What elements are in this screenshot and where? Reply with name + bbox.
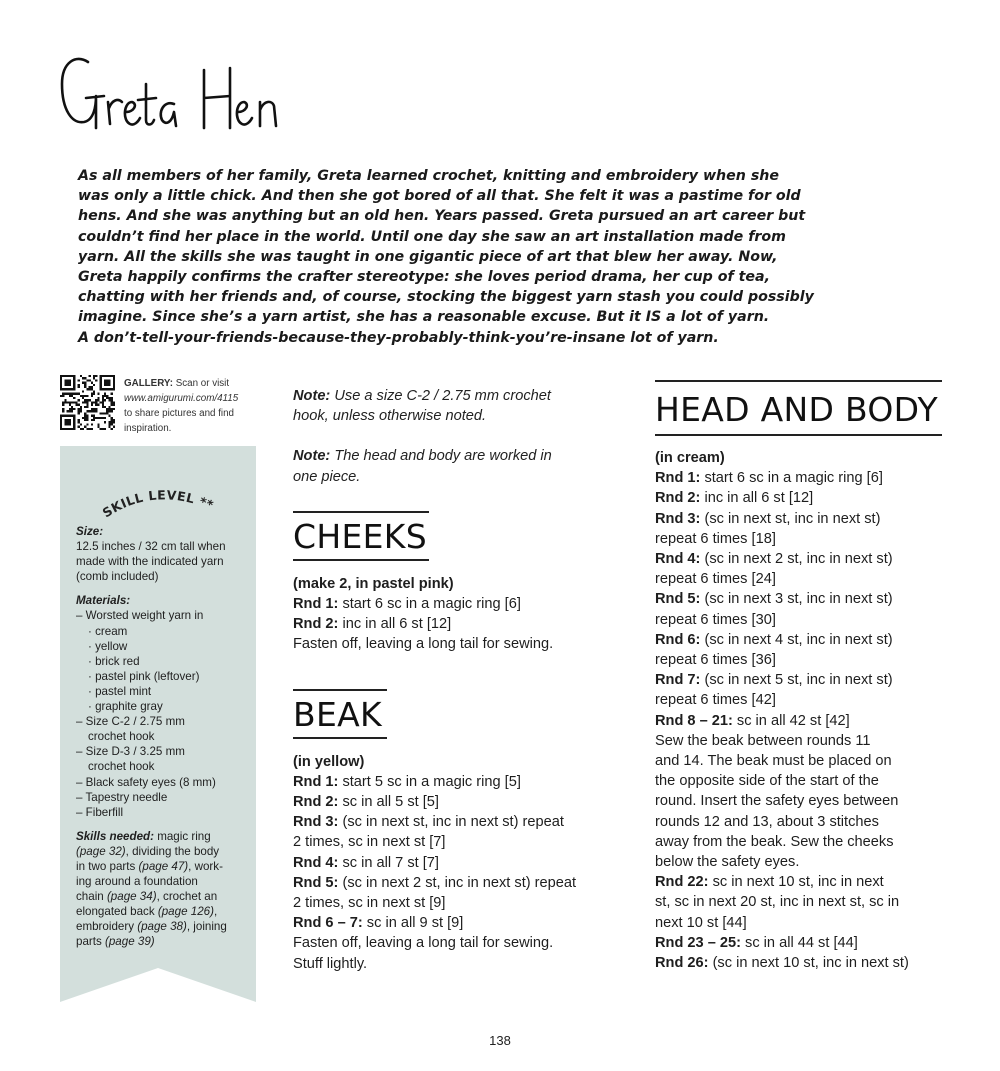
page-reference: (page 126) [157,905,214,919]
instruction-text: (sc in next 10 st, inc in next st) [708,955,909,972]
instruction-line [655,650,945,670]
instruction-text: start 6 sc in a magic ring [6] [338,596,521,613]
skills-line [76,859,256,874]
material-item: · graphite gray [88,700,163,714]
note-hook [293,386,628,426]
instruction-line [293,893,628,913]
skills-line [76,919,256,934]
skills-text: elongated back [76,905,158,919]
instruction-text: 2 times, sc in next st [9] [293,895,446,912]
round-label: Rnd 23 – 25: [655,934,741,951]
instruction-text: the opposite side of the start of the [655,773,879,790]
instruction-text: st, sc in next 20 st, inc in next st, sc in [655,894,900,911]
instruction-line [655,953,945,973]
instruction-text: 2 times, sc in next st [7] [293,834,446,851]
note-label: Note: [293,448,331,465]
instruction-line [655,448,945,468]
round-label: Rnd 3: [655,510,701,527]
skills-text: parts [76,935,105,949]
skills-text: chain [76,890,107,904]
skills-text: , work- [188,859,223,873]
instruction-text: inc in all 6 st [12] [338,616,452,633]
instruction-line [655,488,945,508]
size-line: made with the indicated yarn [76,555,224,569]
instruction-line [655,832,945,852]
material-item: crochet hook [88,730,155,744]
instruction-line [293,832,628,852]
head-body-heading: HEAD AND BODY [655,390,938,429]
note-line [293,406,628,426]
instruction-line [655,589,945,609]
instruction-text: sc in all 42 st [42] [732,712,850,729]
instruction-line [655,711,945,731]
material-item: – Tapestry needle [76,790,168,804]
instruction-text: repeat 6 times [18] [655,530,776,547]
instruction-text: sc in next 10 st, inc in next [708,874,884,891]
round-label: Rnd 5: [655,591,701,608]
title-handwriting [58,48,318,138]
instruction-text: and 14. The beak must be placed on [655,753,892,770]
round-label: Rnd 6: [655,631,701,648]
page-reference: (page 47) [138,859,189,873]
skills-line [76,889,256,904]
instruction-line [655,751,945,771]
note-text: Use a size C-2 / 2.75 mm crochet [330,388,551,404]
divider [655,380,942,382]
note-line [293,386,628,406]
instruction-line [293,614,628,634]
instruction-line [655,529,945,549]
instruction-text: repeat 6 times [30] [655,611,776,628]
instruction-line [293,873,628,893]
instruction-text: sc in all 7 st [7] [338,854,439,871]
round-label: Rnd 2: [655,490,701,507]
instruction-line [293,933,628,953]
size-line: (comb included) [76,570,159,584]
material-item: · pastel pink (leftover) [88,669,200,683]
skills-text: , crochet an [156,890,218,904]
instruction-text: repeat 6 times [42] [655,692,776,709]
round-label: Rnd 26: [655,955,709,972]
skills-text: , [213,905,218,919]
round-label: Rnd 2: [293,616,339,633]
page-title [58,48,318,138]
cheeks-instructions [293,574,628,655]
divider [293,511,429,513]
round-label: (make 2, in pastel pink) [293,575,454,592]
intro-line: was only a little chick. And then she got bored of all that. She felt it was a pastime for old [78,188,801,205]
intro-line: hens. And she was anything but an old hen. Years passed. Greta pursued an art career but [78,208,806,225]
instruction-line [293,812,628,832]
round-label: Rnd 4: [293,854,339,871]
instruction-line [293,574,628,594]
instruction-line [655,690,945,710]
instruction-text: (sc in next 3 st, inc in next st) [700,591,893,608]
note-text: The head and body are worked in [330,448,552,465]
gallery-text: inspiration. [124,423,172,434]
instruction-text: sc in all 5 st [5] [338,794,439,811]
instruction-line [655,610,945,630]
instruction-text: (sc in next st, inc in next st) repeat [338,814,564,831]
instruction-line [655,569,945,589]
instruction-line [293,792,628,812]
intro-line: Greta happily confirms the crafter stereotype: she loves period drama, her cup of tea, [78,269,770,286]
instruction-text: round. Insert the safety eyes between [655,793,899,810]
page-reference: (page 38) [137,920,187,934]
svg-text:SKILL LEVEL **: SKILL LEVEL ** [99,487,216,521]
column-cheeks-beak [293,386,628,974]
gallery-text: to share pictures and find [124,408,235,419]
instruction-line [655,468,945,488]
skills-text: ing around a foundation [76,875,198,889]
page-reference: (page 39) [105,935,155,949]
instruction-text: start 6 sc in a magic ring [6] [700,470,883,487]
skills-line [76,844,256,859]
round-label: Rnd 1: [293,596,339,613]
instruction-line [293,853,628,873]
page-reference: (page 34) [106,890,157,904]
materials-label: Materials: [76,594,131,608]
size-label: Size: [76,525,104,538]
skills-text: embroidery [76,920,138,934]
material-item: – Size C-2 / 2.75 mm [76,715,185,729]
instruction-text: Sew the beak between rounds 11 [655,732,871,749]
note-text: hook, unless otherwise noted. [293,408,487,425]
skills-line [76,874,256,889]
instruction-text: next 10 st [44] [655,914,747,931]
beak-heading: BEAK [293,694,382,734]
qr-code[interactable] [60,375,115,430]
instruction-line [293,954,628,974]
instruction-line [655,791,945,811]
instruction-text: (sc in next 4 st, inc in next st) [700,631,893,648]
instruction-line [655,670,945,690]
round-label: Rnd 2: [293,794,339,811]
instruction-text: Fasten off, leaving a long tail for sewing. [293,935,554,952]
skills-text: , dividing the body [125,844,220,858]
instruction-text: sc in all 9 st [9] [362,915,464,932]
note-label: Note: [293,388,331,404]
instruction-text: start 5 sc in a magic ring [5] [338,773,521,790]
round-label: Rnd 7: [655,672,701,689]
instruction-line [655,509,945,529]
instruction-line [655,913,945,933]
gallery-url-link[interactable]: www.amigurumi.com/4115 [124,393,239,404]
intro-line: A don’t-tell-your-friends-because-they-probably-think-you’re-insane lot of yarn. [78,329,719,346]
gallery-text: Scan or visit [172,378,230,389]
material-item: – Size D-3 / 3.25 mm [76,745,185,759]
instruction-line [655,892,945,912]
instruction-text: below the safety eyes. [655,854,800,871]
round-label: Rnd 4: [655,551,701,568]
round-label: Rnd 8 – 21: [655,712,733,729]
instruction-text: (sc in next 2 st, inc in next st) [700,551,893,568]
intro-paragraph [78,166,838,348]
instruction-text: (sc in next 2 st, inc in next st) repeat [338,874,577,891]
intro-line: As all members of her family, Greta learned crochet, knitting and embroidery when she [78,168,779,184]
instruction-line [655,549,945,569]
gallery-label: GALLERY: [124,378,173,389]
cheeks-heading: CHEEKS [293,516,427,556]
instruction-line [655,630,945,650]
round-label: (in cream) [655,450,725,466]
intro-line: imagine. Since she’s a yarn artist, she has a reasonable excuse. But it IS a lot of yarn. [78,309,770,326]
instruction-text: rounds 12 and 13, about 3 stitches [655,813,879,830]
instruction-text: Stuff lightly. [293,955,368,972]
intro-line: couldn’t find her place in the world. Until one day she saw an art installation made from [78,228,786,245]
instruction-line [293,913,628,933]
gallery-note [124,376,264,436]
instruction-line [655,933,945,953]
material-item: · brick red [88,654,140,668]
instruction-line [655,731,945,751]
skills-label: Skills needed: [76,829,154,843]
material-item: · pastel mint [88,684,152,698]
note-one-piece [293,446,628,486]
instruction-line [655,771,945,791]
size-line: 12.5 inches / 32 cm tall when [76,540,226,554]
instruction-text: (sc in next st, inc in next st) [700,510,881,527]
column-head-body [655,380,945,973]
skill-level-badge [96,466,236,526]
instruction-line [655,872,945,892]
note-text: one piece. [293,468,361,485]
instruction-text: Fasten off, leaving a long tail for sewing. [293,636,554,653]
round-label: Rnd 3: [293,814,339,831]
material-item: – Fiberfill [76,805,124,819]
instruction-line [655,852,945,872]
sidebar-materials [60,446,256,1002]
skills-line [76,829,256,844]
instruction-line [293,594,628,614]
note-line [293,446,628,466]
skills-line [76,904,256,919]
intro-line: yarn. All the skills she was taught in one gigantic piece of art that blew her away. Now, [78,248,778,265]
skills-text: magic ring [153,829,211,843]
instruction-line [655,812,945,832]
instruction-text: away from the beak. Sew the cheeks [655,833,894,850]
instruction-text: (sc in next 5 st, inc in next st) [700,672,893,689]
instruction-line [293,634,628,654]
round-label: Rnd 22: [655,874,709,891]
skills-line [76,934,256,949]
material-item: – Worsted weight yarn in [76,609,204,623]
instruction-line [293,772,628,792]
page-reference: (page 32) [76,844,126,858]
material-item: · yellow [88,639,128,653]
materials-list [76,608,256,819]
instruction-text: repeat 6 times [24] [655,571,776,588]
round-label: Rnd 6 – 7: [293,915,363,932]
round-label: (in yellow) [293,753,365,770]
skills-text: in two parts [76,859,139,873]
head-body-instructions [655,448,945,973]
round-label: Rnd 1: [293,773,339,790]
instruction-text: sc in all 44 st [44] [740,934,858,951]
page-number: 138 [489,1033,511,1048]
note-line [293,467,628,487]
intro-line: chatting with her friends and, of course, stocking the biggest yarn stash you could possibly [78,289,814,306]
beak-instructions [293,752,628,974]
material-item: crochet hook [88,760,155,774]
round-label: Rnd 1: [655,470,701,487]
instruction-text: repeat 6 times [36] [655,652,776,669]
round-label: Rnd 5: [293,874,339,891]
instruction-text: inc in all 6 st [12] [700,490,814,507]
material-item: – Black safety eyes (8 mm) [76,775,216,789]
instruction-line [293,752,628,772]
divider [293,689,387,691]
material-item: · cream [88,624,128,638]
skills-text: , joining [186,920,227,934]
skills-needed [76,829,256,950]
